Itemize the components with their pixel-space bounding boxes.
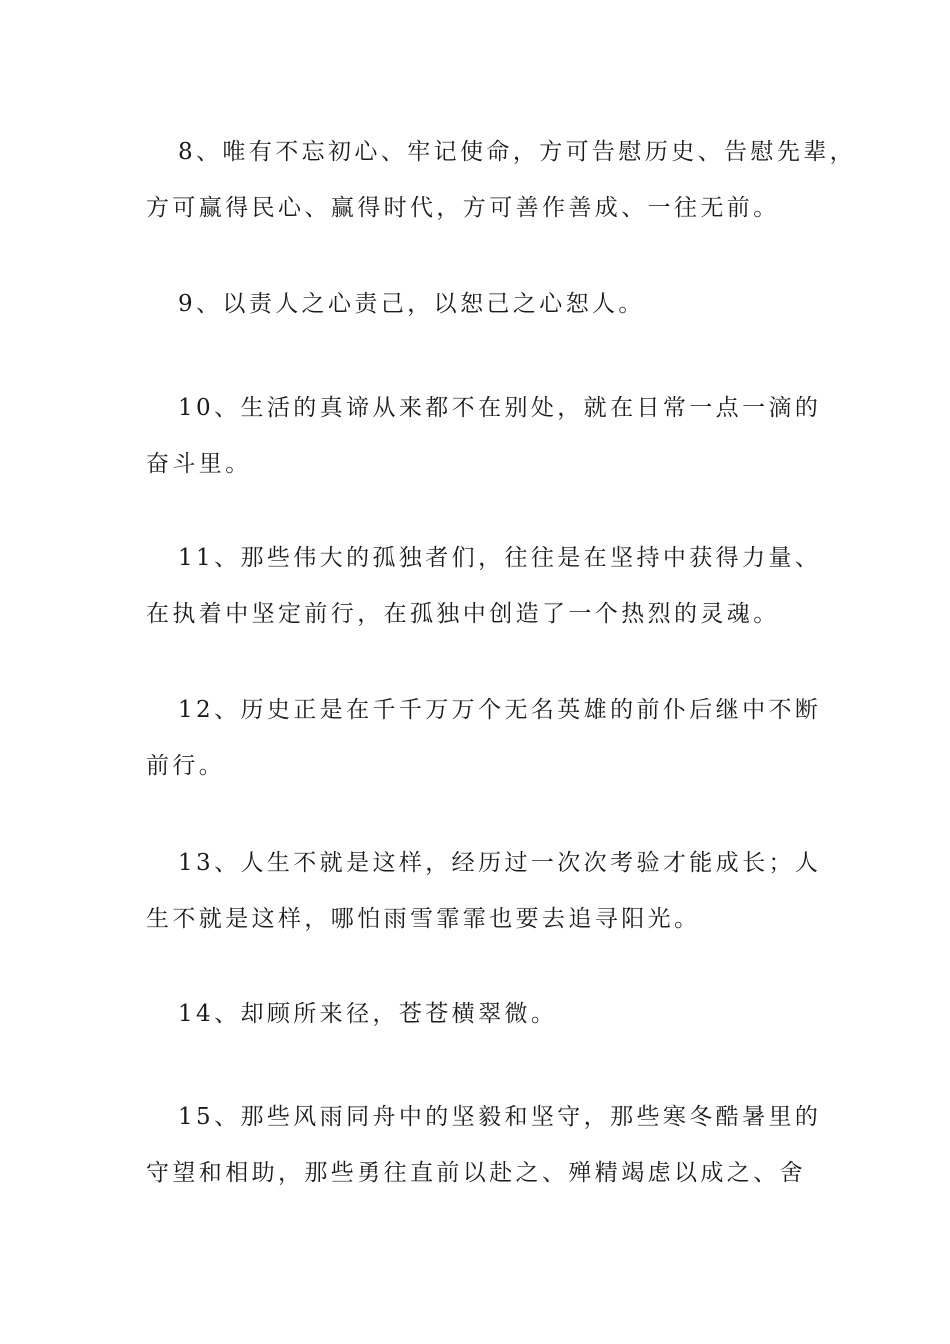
paragraph-line: 方可赢得民心、赢得时代，方可善作善成、一往无前。	[146, 195, 780, 221]
paragraph-line: 14、却顾所来径，苍苍横翠微。	[178, 1001, 558, 1027]
paragraph-line: 9、以责人之心责己，以恕己之心恕人。	[178, 291, 645, 317]
paragraph-14	[146, 986, 796, 1042]
paragraph-line: 守望和相助，那些勇往直前以赴之、殚精竭虑以成之、舍	[146, 1160, 806, 1186]
paragraph-13	[146, 835, 822, 947]
paragraph-line: 奋斗里。	[146, 451, 252, 477]
paragraph-line: 在执着中坚定前行，在孤独中创造了一个热烈的灵魂。	[146, 601, 780, 627]
paragraph-12	[146, 682, 822, 794]
paragraph-line: 11、那些伟大的孤独者们，往往是在坚持中获得力量、	[178, 545, 822, 571]
paragraph-8	[146, 124, 857, 236]
paragraph-9	[146, 276, 796, 332]
paragraph-10	[146, 380, 822, 492]
paragraph-line: 13、人生不就是这样，经历过一次次考验才能成长；人	[178, 850, 822, 876]
paragraph-line: 10、生活的真谛从来都不在别处，就在日常一点一滴的	[178, 395, 822, 421]
paragraph-line: 8、唯有不忘初心、牢记使命，方可告慰历史、告慰先辈，	[178, 139, 857, 165]
paragraph-15	[146, 1089, 822, 1201]
paragraph-line: 12、历史正是在千千万万个无名英雄的前仆后继中不断	[178, 697, 822, 723]
paragraph-line: 生不就是这样，哪怕雨雪霏霏也要去追寻阳光。	[146, 906, 701, 932]
paragraph-11	[146, 530, 822, 642]
paragraph-line: 前行。	[146, 753, 226, 779]
paragraph-line: 15、那些风雨同舟中的坚毅和坚守，那些寒冬酷暑里的	[178, 1104, 822, 1130]
